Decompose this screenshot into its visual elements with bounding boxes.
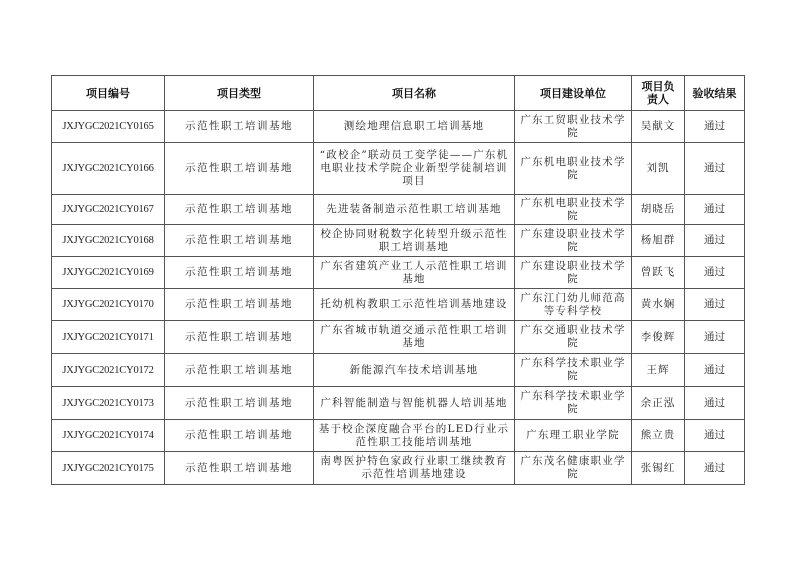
cell-project-id: JXJYGC2021CY0165 (52, 111, 165, 143)
cell-project-type: 示范性职工培训基地 (165, 225, 314, 257)
table-row (52, 321, 745, 354)
cell-construction-unit: 广东茂名健康职业学院 (515, 452, 632, 485)
cell-construction-unit: 广东机电职业技术学院 (515, 195, 632, 225)
table-row (52, 387, 745, 420)
cell-project-name: 新能源汽车技术培训基地 (314, 354, 515, 387)
cell-construction-unit: 广东交通职业技术学院 (515, 321, 632, 354)
cell-acceptance-result: 通过 (685, 321, 745, 354)
cell-project-type: 示范性职工培训基地 (165, 420, 314, 452)
cell-project-lead: 熊立贵 (632, 420, 685, 452)
table-row (52, 225, 745, 257)
cell-project-type: 示范性职工培训基地 (165, 387, 314, 420)
cell-project-id: JXJYGC2021CY0167 (52, 195, 165, 225)
cell-project-id: JXJYGC2021CY0174 (52, 420, 165, 452)
cell-project-lead: 余正泓 (632, 387, 685, 420)
cell-project-type: 示范性职工培训基地 (165, 257, 314, 289)
header-acceptance-result: 验收结果 (685, 76, 745, 111)
cell-acceptance-result: 通过 (685, 225, 745, 257)
cell-project-name: 托幼机构教职工示范性培训基地建设 (314, 289, 515, 321)
table-row (52, 143, 745, 195)
cell-project-name: 校企协同财税数字化转型升级示范性职工培训基地 (314, 225, 515, 257)
cell-acceptance-result: 通过 (685, 111, 745, 143)
cell-acceptance-result: 通过 (685, 452, 745, 485)
cell-project-name: “政校企”联动员工变学徒——广东机电职业技术学院企业新型学徒制培训项目 (314, 143, 515, 195)
cell-project-type: 示范性职工培训基地 (165, 289, 314, 321)
cell-project-lead: 李俊辉 (632, 321, 685, 354)
table-header-row (52, 76, 745, 111)
cell-project-type: 示范性职工培训基地 (165, 321, 314, 354)
cell-construction-unit: 广东工贸职业技术学院 (515, 111, 632, 143)
cell-construction-unit: 广东理工职业学院 (515, 420, 632, 452)
cell-project-name: 广东省城市轨道交通示范性职工培训基地 (314, 321, 515, 354)
cell-acceptance-result: 通过 (685, 257, 745, 289)
cell-project-type: 示范性职工培训基地 (165, 143, 314, 195)
cell-project-name: 南粤医护特色家政行业职工继续教育示范性培训基地建设 (314, 452, 515, 485)
cell-project-id: JXJYGC2021CY0168 (52, 225, 165, 257)
cell-project-lead: 刘凯 (632, 143, 685, 195)
table-row (52, 452, 745, 485)
cell-project-id: JXJYGC2021CY0175 (52, 452, 165, 485)
cell-project-type: 示范性职工培训基地 (165, 452, 314, 485)
cell-construction-unit: 广东科学技术职业学院 (515, 387, 632, 420)
table-row (52, 289, 745, 321)
cell-acceptance-result: 通过 (685, 289, 745, 321)
cell-project-id: JXJYGC2021CY0169 (52, 257, 165, 289)
cell-project-type: 示范性职工培训基地 (165, 195, 314, 225)
table-row (52, 111, 745, 143)
cell-construction-unit: 广东机电职业技术学院 (515, 143, 632, 195)
cell-acceptance-result: 通过 (685, 354, 745, 387)
cell-project-id: JXJYGC2021CY0170 (52, 289, 165, 321)
cell-construction-unit: 广东建设职业技术学院 (515, 257, 632, 289)
cell-project-lead: 吴献文 (632, 111, 685, 143)
cell-construction-unit: 广东建设职业技术学院 (515, 225, 632, 257)
cell-acceptance-result: 通过 (685, 387, 745, 420)
cell-project-id: JXJYGC2021CY0171 (52, 321, 165, 354)
cell-project-lead: 杨旭群 (632, 225, 685, 257)
cell-construction-unit: 广东科学技术职业学院 (515, 354, 632, 387)
header-project-id: 项目编号 (52, 76, 165, 111)
cell-project-lead: 黄水娴 (632, 289, 685, 321)
cell-project-name: 测绘地理信息职工培训基地 (314, 111, 515, 143)
project-acceptance-table (51, 75, 745, 485)
cell-project-lead: 曾跃飞 (632, 257, 685, 289)
table-row (52, 195, 745, 225)
header-project-name: 项目名称 (314, 76, 515, 111)
cell-project-name: 广科智能制造与智能机器人培训基地 (314, 387, 515, 420)
cell-acceptance-result: 通过 (685, 420, 745, 452)
cell-acceptance-result: 通过 (685, 143, 745, 195)
cell-project-id: JXJYGC2021CY0173 (52, 387, 165, 420)
cell-project-type: 示范性职工培训基地 (165, 111, 314, 143)
cell-project-type: 示范性职工培训基地 (165, 354, 314, 387)
cell-construction-unit: 广东江门幼儿师范高等专科学校 (515, 289, 632, 321)
header-project-type: 项目类型 (165, 76, 314, 111)
table-row (52, 354, 745, 387)
cell-acceptance-result: 通过 (685, 195, 745, 225)
table-row (52, 257, 745, 289)
cell-project-id: JXJYGC2021CY0172 (52, 354, 165, 387)
cell-project-name: 先进装备制造示范性职工培训基地 (314, 195, 515, 225)
header-construction-unit: 项目建设单位 (515, 76, 632, 111)
table-row (52, 420, 745, 452)
cell-project-lead: 张锡红 (632, 452, 685, 485)
cell-project-id: JXJYGC2021CY0166 (52, 143, 165, 195)
cell-project-name: 广东省建筑产业工人示范性职工培训基地 (314, 257, 515, 289)
header-project-lead: 项目负责人 (632, 76, 685, 111)
cell-project-lead: 王辉 (632, 354, 685, 387)
cell-project-lead: 胡晓岳 (632, 195, 685, 225)
cell-project-name: 基于校企深度融合平台的LED行业示范性职工技能培训基地 (314, 420, 515, 452)
